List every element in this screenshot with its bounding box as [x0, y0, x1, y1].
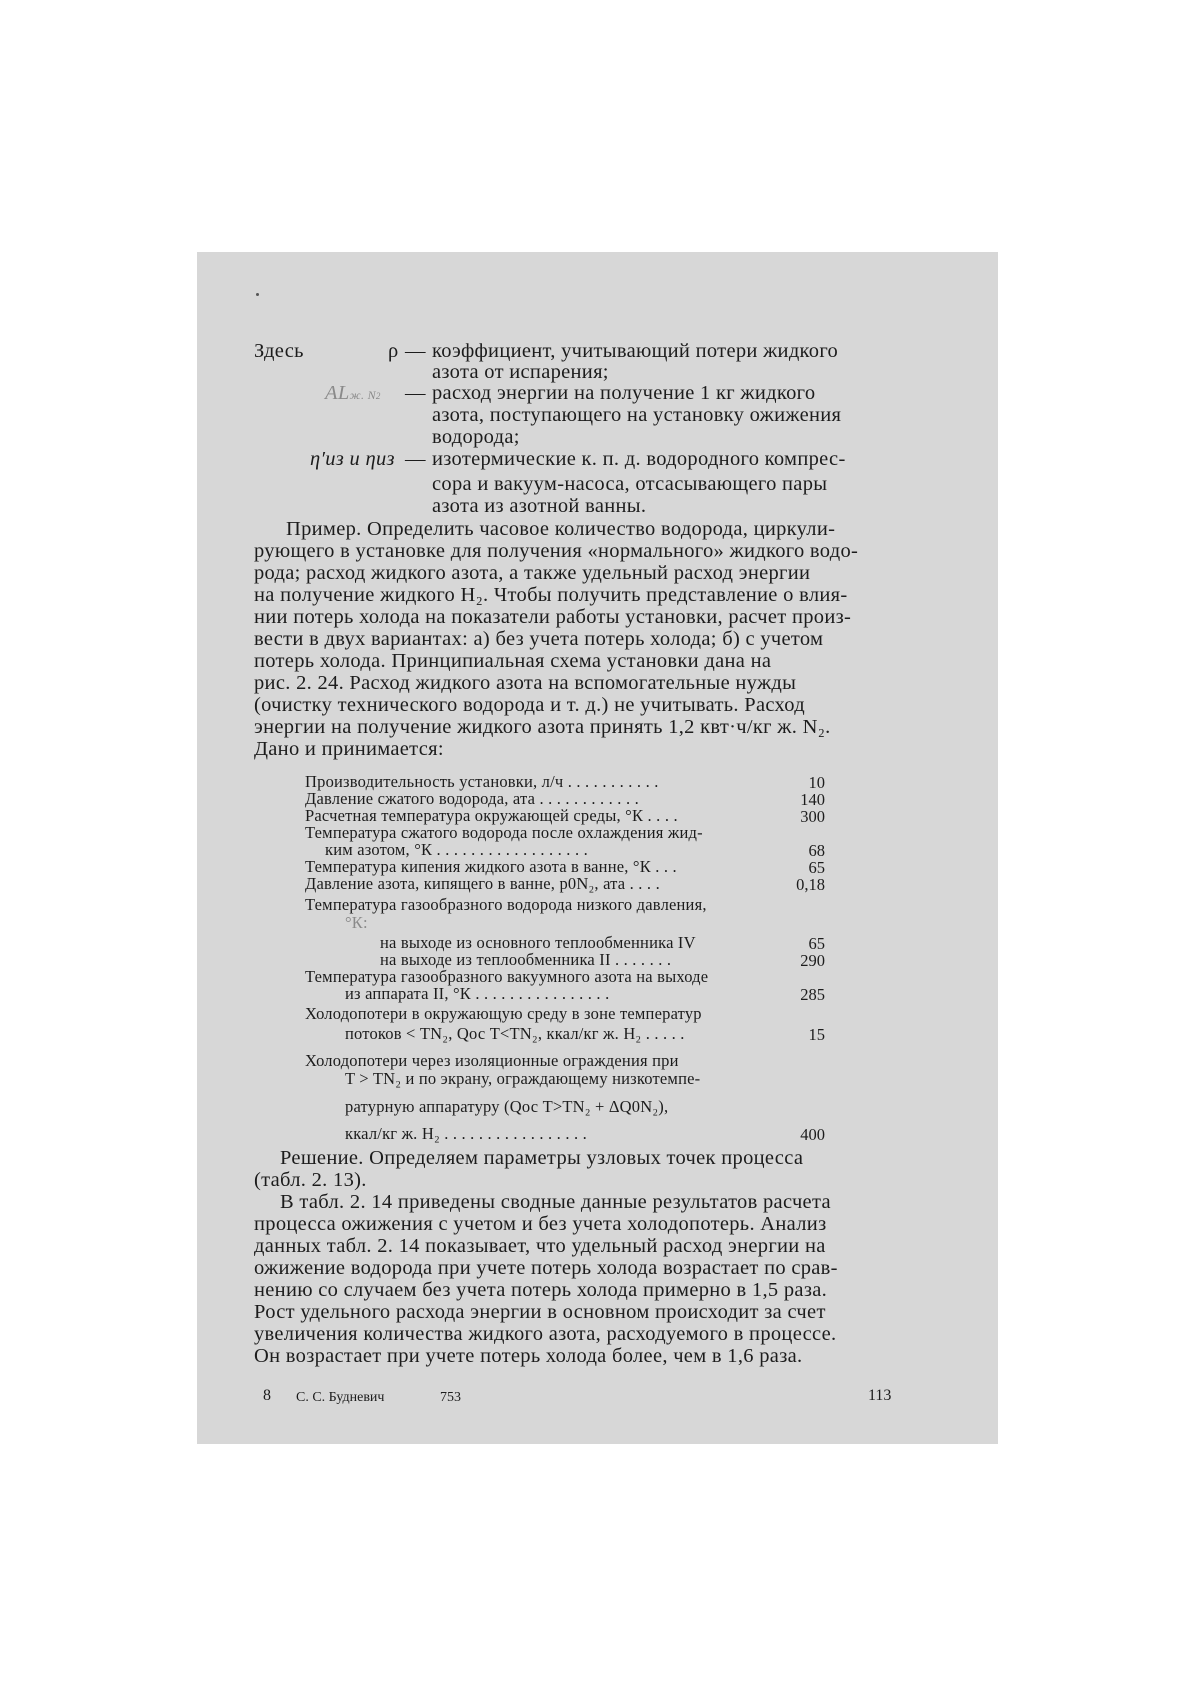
param-label: Производительность установки, л/ч . . . . . . . . . . .: [305, 772, 659, 791]
paragraph-line: (очистку технического водорода и т. д.) не учитывать. Расход: [254, 694, 805, 716]
paragraph-line: энергии на получение жидкого азота принять 1,2 квт·ч/кг ж. N₂.: [254, 716, 831, 738]
def-line: азота из азотной ванны.: [432, 495, 647, 517]
paragraph-line: потерь холода. Принципиальная схема установки дана на: [254, 650, 772, 672]
param-label: Температура газообразного водорода низкого давления,: [305, 895, 707, 914]
param-value: 10: [808, 773, 825, 792]
paragraph-line: нению со случаем без учета потерь холода примерно в 1,5 раза.: [254, 1279, 828, 1301]
paragraph-line: процесса ожижения с учетом и без учета холодопотерь. Анализ: [254, 1213, 827, 1235]
param-label: ккал/кг ж. H₂ . . . . . . . . . . . . . . . . .: [345, 1124, 587, 1143]
paragraph-line: увеличения количества жидкого азота, расходуемого в процессе.: [254, 1323, 837, 1345]
param-label: °К:: [345, 913, 368, 932]
def-line: азота, поступающего на установку ожижения: [432, 404, 842, 426]
def-line: азота от испарения;: [432, 361, 609, 383]
paragraph-line: данных табл. 2. 14 показывает, что удельный расход энергии на: [254, 1235, 826, 1257]
speck: [256, 293, 259, 296]
paragraph-line: нии потерь холода на показатели работы установки, расчет произ-: [254, 606, 852, 628]
paragraph-line: Пример. Определить часовое количество водорода, циркули-: [286, 518, 836, 540]
param-value: 400: [800, 1125, 825, 1144]
def-line: водорода;: [432, 426, 520, 448]
param-value: 300: [800, 807, 825, 826]
param-label: Холодопотери в окружающую среду в зоне температур: [305, 1004, 702, 1023]
param-value: 0,18: [796, 875, 825, 894]
param-value: 68: [808, 841, 825, 860]
footer-author: С. С. Будневич: [296, 1390, 385, 1405]
def-line: изотермические к. п. д. водородного компрес-: [432, 448, 846, 470]
paragraph-line: на получение жидкого H₂. Чтобы получить представление о влия-: [254, 584, 848, 606]
param-label: на выходе из теплообменника II . . . . . . .: [380, 950, 672, 969]
param-value: 65: [808, 858, 825, 877]
def-dash: —: [405, 448, 426, 470]
def-line: сора и вакуум-насоса, отсасывающего пары: [432, 473, 828, 495]
param-value: 140: [800, 790, 825, 809]
param-value: 15: [808, 1025, 825, 1044]
def-al-symbol: ALж. N2: [325, 382, 381, 404]
param-label: Давление азота, кипящего в ванне, p0N₂, ата . . . .: [305, 874, 660, 893]
def-here-label: Здесь: [254, 340, 304, 362]
paragraph-line: вести в двух вариантах: а) без учета потерь холода; б) с учетом: [254, 628, 824, 650]
paragraph-line: рода; расход жидкого азота, а также удельный расход энергии: [254, 562, 811, 584]
param-label: на выходе из основного теплообменника IV: [380, 933, 696, 952]
param-label: ратурную аппаратуру (Qос T>TN₂ + ΔQ0N₂),: [345, 1097, 669, 1116]
param-label: потоков < TN₂, Qос T<TN₂, ккал/кг ж. H₂ . . . . .: [345, 1024, 685, 1043]
param-label: ким азотом, °К . . . . . . . . . . . . . . . . . .: [325, 840, 588, 859]
signature-mark: 8: [263, 1387, 271, 1404]
def-line: расход энергии на получение 1 кг жидкого: [432, 382, 816, 404]
param-value: 65: [808, 934, 825, 953]
def-dash: —: [405, 382, 426, 404]
param-label: Холодопотери через изоляционные ограждения при: [305, 1051, 679, 1070]
paragraph-line: Он возрастает при учете потерь холода более, чем в 1,6 раза.: [254, 1345, 803, 1367]
def-dash: —: [405, 340, 426, 362]
param-label: Расчетная температура окружающей среды, °К . . . .: [305, 806, 678, 825]
paragraph-line: рис. 2. 24. Расход жидкого азота на вспомогательные нужды: [254, 672, 797, 694]
def-line: коэффициент, учитывающий потери жидкого: [432, 340, 839, 362]
def-rho-symbol: ρ: [388, 340, 399, 362]
param-value: 290: [800, 951, 825, 970]
param-label: T > TN₂ и по экрану, ограждающему низкотемпе-: [345, 1069, 701, 1088]
param-value: 285: [800, 985, 825, 1004]
paragraph-line: рующего в установке для получения «нормального» жидкого водо-: [254, 540, 859, 562]
footer-order: 753: [440, 1390, 461, 1405]
solution-line: (табл. 2. 13).: [254, 1169, 367, 1191]
page-number: 113: [868, 1387, 892, 1404]
solution-line: Решение. Определяем параметры узловых точек процесса: [280, 1147, 804, 1169]
def-eta-symbol: η′из и ηиз: [310, 448, 395, 470]
param-label: из аппарата II, °К . . . . . . . . . . . . . . . .: [345, 984, 610, 1003]
paragraph-line: ожижение водорода при учете потерь холода возрастает по срав-: [254, 1257, 838, 1279]
param-label: Температура сжатого водорода после охлаждения жид-: [305, 823, 703, 842]
paragraph-line: В табл. 2. 14 приведены сводные данные результатов расчета: [280, 1191, 831, 1213]
param-label: Давление сжатого водорода, ата . . . . . . . . . . . .: [305, 789, 639, 808]
param-label: Температура газообразного вакуумного азота на выходе: [305, 967, 709, 986]
paragraph-line: Дано и принимается:: [254, 738, 444, 760]
param-label: Температура кипения жидкого азота в ванне, °К . . .: [305, 857, 677, 876]
paragraph-line: Рост удельного расхода энергии в основном происходит за счет: [254, 1301, 826, 1323]
